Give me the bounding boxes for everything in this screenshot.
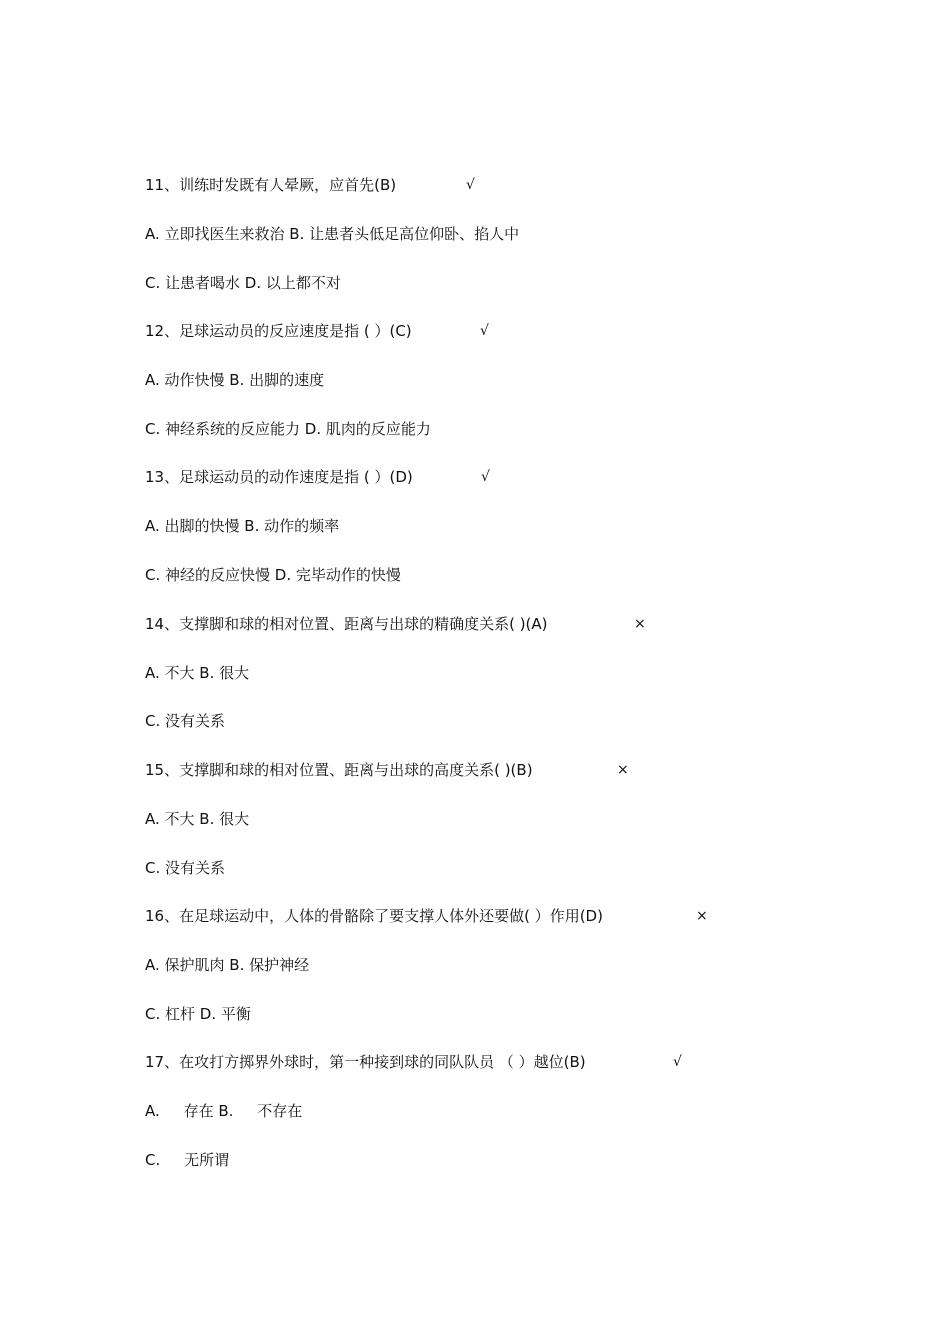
question-17-stem: 17、在攻打方掷界外球时，第一种接到球的同队队员 （ ）越位(B)	[145, 1053, 586, 1071]
question-15-stem: 15、支撑脚和球的相对位置、距离与出球的高度关系( )(B)	[145, 761, 533, 779]
question-12-mark: √	[480, 323, 489, 339]
question-17-mark: √	[673, 1054, 682, 1070]
question-16-mark: ×	[696, 908, 708, 924]
question-16-option-line-1: A. 保护肌肉 B. 保护神经	[145, 956, 310, 974]
question-14-stem: 14、支撑脚和球的相对位置、距离与出球的精确度关系( )(A)	[145, 615, 548, 633]
question-12-stem: 12、足球运动员的反应速度是指 ( ）(C)	[145, 322, 412, 340]
question-13-option-line-2: C. 神经的反应快慢 D. 完毕动作的快慢	[145, 566, 401, 584]
question-11-option-line-1: A. 立即找医生来救治 B. 让患者头低足高位仰卧、掐人中	[145, 225, 520, 243]
question-16-stem: 16、在足球运动中，人体的骨骼除了要支撑人体外还要做( ）作用(D)	[145, 907, 603, 925]
question-13-mark: √	[481, 469, 490, 485]
question-12-option-line-2: C. 神经系统的反应能力 D. 肌肉的反应能力	[145, 420, 431, 438]
question-14-mark: ×	[634, 616, 646, 632]
question-13-option-line-1: A. 出脚的快慢 B. 动作的频率	[145, 517, 340, 535]
question-11-stem: 11、训练时发既有人晕厥，应首先(B)	[145, 176, 397, 194]
question-16-option-line-2: C. 杠杆 D. 平衡	[145, 1005, 251, 1023]
question-13-stem: 13、足球运动员的动作速度是指 ( ）(D)	[145, 468, 413, 486]
question-17-option-line-2: C. 无所谓	[145, 1151, 230, 1169]
question-11-option-line-2: C. 让患者喝水 D. 以上都不对	[145, 274, 341, 292]
question-11-mark: √	[466, 177, 475, 193]
question-15-mark: ×	[617, 762, 629, 778]
question-14-option-line-1: A. 不大 B. 很大	[145, 664, 250, 682]
question-14-option-line-2: C. 没有关系	[145, 712, 226, 730]
question-15-option-line-1: A. 不大 B. 很大	[145, 810, 250, 828]
question-15-option-line-2: C. 没有关系	[145, 859, 226, 877]
question-12-option-line-1: A. 动作快慢 B. 出脚的速度	[145, 371, 325, 389]
question-17-option-line-1: A. 存在 B. 不存在	[145, 1102, 303, 1120]
